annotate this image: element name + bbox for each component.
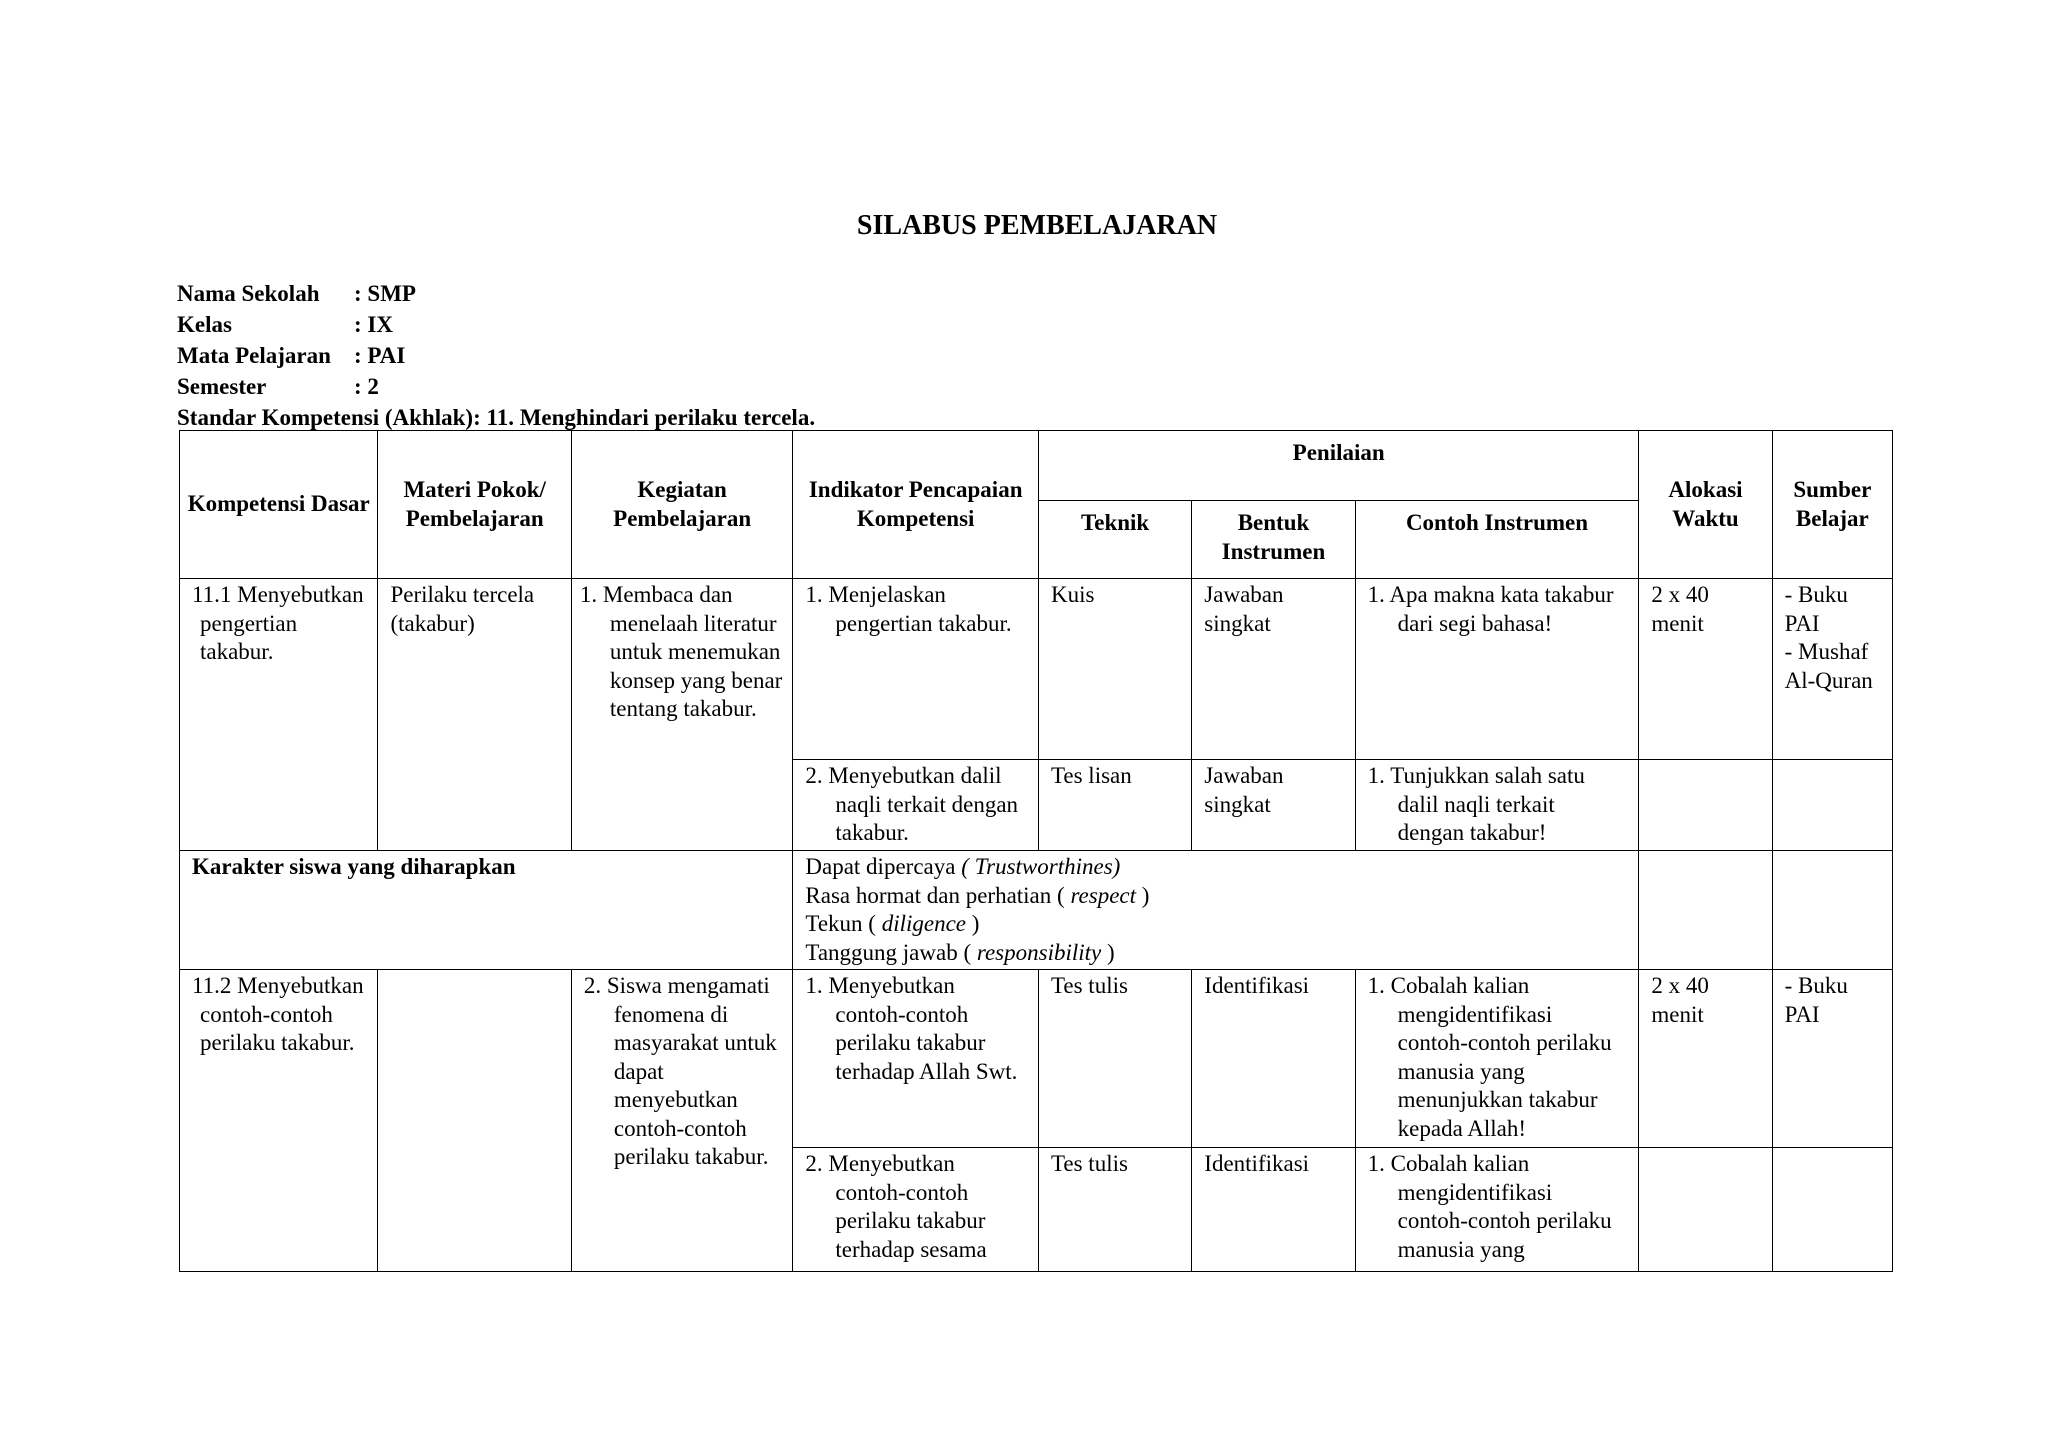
indikator-text: 2. Menyebutkan dalil naqli terkait dengan takabur. [805, 763, 1019, 845]
meta-label: Nama Sekolah [177, 281, 320, 306]
karakter-item [805, 853, 1626, 882]
karakter-text: Dapat dipercaya [805, 854, 956, 879]
header-alokasi: Alokasi Waktu [1639, 431, 1772, 579]
contoh-text: 1. Apa makna kata takabur dari segi bahasa! [1367, 582, 1614, 636]
karakter-item [805, 882, 1626, 911]
meta-label: Mata Pelajaran [177, 343, 331, 368]
contoh-text: 1. Cobalah kalian mengidentifikasi contoh-contoh perilaku manusia yang [1367, 1151, 1612, 1262]
page-title: SILABUS PEMBELAJARAN [856, 210, 1218, 241]
indikator-text: 2. Menyebutkan contoh-contoh perilaku takabur terhadap sesama [805, 1151, 987, 1262]
cell-alokasi-empty [1639, 760, 1772, 851]
header-indikator: Indikator Pencapaian Kompetensi [793, 431, 1039, 579]
meta-value: : IX [354, 312, 393, 337]
meta-class [177, 309, 815, 340]
syllabus-table [179, 430, 1893, 1272]
cell-sumber-11-2: - Buku PAI [1772, 970, 1892, 1148]
document-meta [177, 278, 815, 433]
karakter-text: Rasa hormat dan perhatian ( [805, 882, 1065, 908]
karakter-english: ( Trustworthines) [961, 854, 1121, 879]
cell-indikator-11-1-2 [793, 760, 1039, 851]
cell-contoh-11-1-1 [1355, 579, 1639, 760]
karakter-paren: ) [1107, 939, 1115, 965]
indikator-text: 1. Menyebutkan contoh-contoh perilaku takabur terhadap Allah Swt. [805, 973, 1018, 1084]
contoh-text: 1. Cobalah kalian mengidentifikasi contoh-contoh perilaku manusia yang menunjukkan takabur kepada Allah! [1367, 973, 1612, 1141]
header-teknik: Teknik [1038, 501, 1191, 579]
kd-text: 11.1 Menyebutkan pengertian takabur. [192, 582, 364, 664]
cell-bentuk-11-2-1: Identifikasi [1192, 970, 1355, 1148]
header-penilaian: Penilaian [1038, 431, 1638, 501]
karakter-item [805, 939, 1626, 968]
cell-bentuk-11-2-2: Identifikasi [1192, 1148, 1355, 1272]
cell-kd-11-2 [180, 970, 378, 1272]
karakter-english: respect [1070, 882, 1137, 908]
karakter-english: diligence [881, 911, 966, 936]
karakter-label: Karakter siswa yang diharapkan [180, 851, 793, 970]
cell-alokasi-11-2: 2 x 40 menit [1639, 970, 1772, 1148]
cell-teknik-11-2-2: Tes tulis [1038, 1148, 1191, 1272]
meta-school [177, 278, 815, 309]
cell-materi-11-2 [378, 970, 571, 1272]
cell-kegiatan-11-2 [571, 970, 793, 1272]
cell-teknik-11-1-2: Tes lisan [1038, 760, 1191, 851]
kegiatan-text: 2. Siswa mengamati fenomena di masyarakat untuk dapat menyebutkan contoh-contoh perilaku takabur. [583, 973, 777, 1169]
cell-teknik-11-2-1: Tes tulis [1038, 970, 1191, 1148]
meta-value: : PAI [354, 343, 406, 368]
cell-alokasi-11-1: 2 x 40 menit [1639, 579, 1772, 760]
header-materi: Materi Pokok/ Pembelajaran [378, 431, 571, 579]
header-contoh: Contoh Instrumen [1355, 501, 1639, 579]
karakter-item [805, 910, 1626, 939]
cell-kegiatan-11-1 [571, 579, 793, 851]
karakter-paren: ) [971, 911, 980, 936]
cell-kd-11-1 [180, 579, 378, 851]
cell-bentuk-11-1-2: Jawaban singkat [1192, 760, 1355, 851]
meta-standard: Standar Kompetensi (Akhlak): 11. Menghindari perilaku tercela. [177, 405, 816, 430]
cell-contoh-11-2-1 [1355, 970, 1639, 1148]
cell-sumber-11-1 [1772, 579, 1892, 760]
karakter-text: Tekun ( [805, 911, 876, 936]
cell-sumber-empty [1772, 851, 1892, 970]
contoh-text: 1. Tunjukkan salah satu dalil naqli terkait dengan takabur! [1367, 763, 1585, 845]
cell-teknik-11-1-1: Kuis [1038, 579, 1191, 760]
sumber-item: - Mushaf Al-Quran [1784, 639, 1873, 693]
meta-label: Kelas [177, 312, 232, 337]
sumber-item: - Buku PAI [1784, 582, 1848, 636]
meta-value: : 2 [354, 374, 379, 399]
cell-alokasi-empty [1639, 851, 1772, 970]
kegiatan-text: 1. Membaca dan menelaah literatur untuk menemukan konsep yang benar tentang takabur. [579, 582, 783, 721]
meta-semester [177, 371, 815, 402]
cell-indikator-11-2-2 [793, 1148, 1039, 1272]
header-bentuk: Bentuk Instrumen [1192, 501, 1355, 579]
cell-indikator-11-1-1 [793, 579, 1039, 760]
header-kegiatan: Kegiatan Pembelajaran [571, 431, 793, 579]
cell-sumber-empty [1772, 1148, 1892, 1272]
kd-text: 11.2 Menyebutkan contoh-contoh perilaku takabur. [192, 973, 364, 1055]
karakter-text: Tanggung jawab ( [805, 939, 972, 965]
cell-bentuk-11-1-1: Jawaban singkat [1192, 579, 1355, 760]
cell-indikator-11-2-1 [793, 970, 1039, 1148]
cell-sumber-empty [1772, 760, 1892, 851]
cell-materi-11-1: Perilaku tercela (takabur) [378, 579, 571, 851]
cell-contoh-11-2-2 [1355, 1148, 1639, 1272]
meta-value: : SMP [354, 281, 416, 306]
indikator-text: 1. Menjelaskan pengertian takabur. [805, 582, 1012, 636]
header-kompetensi-dasar: Kompetensi Dasar [180, 431, 378, 579]
meta-subject [177, 340, 815, 371]
header-sumber: Sumber Belajar [1772, 431, 1892, 579]
karakter-english: responsibility [976, 939, 1102, 965]
meta-label: Semester [177, 374, 267, 399]
cell-contoh-11-1-2 [1355, 760, 1639, 851]
cell-alokasi-empty [1639, 1148, 1772, 1272]
karakter-paren: ) [1141, 882, 1150, 908]
karakter-list [793, 851, 1639, 970]
